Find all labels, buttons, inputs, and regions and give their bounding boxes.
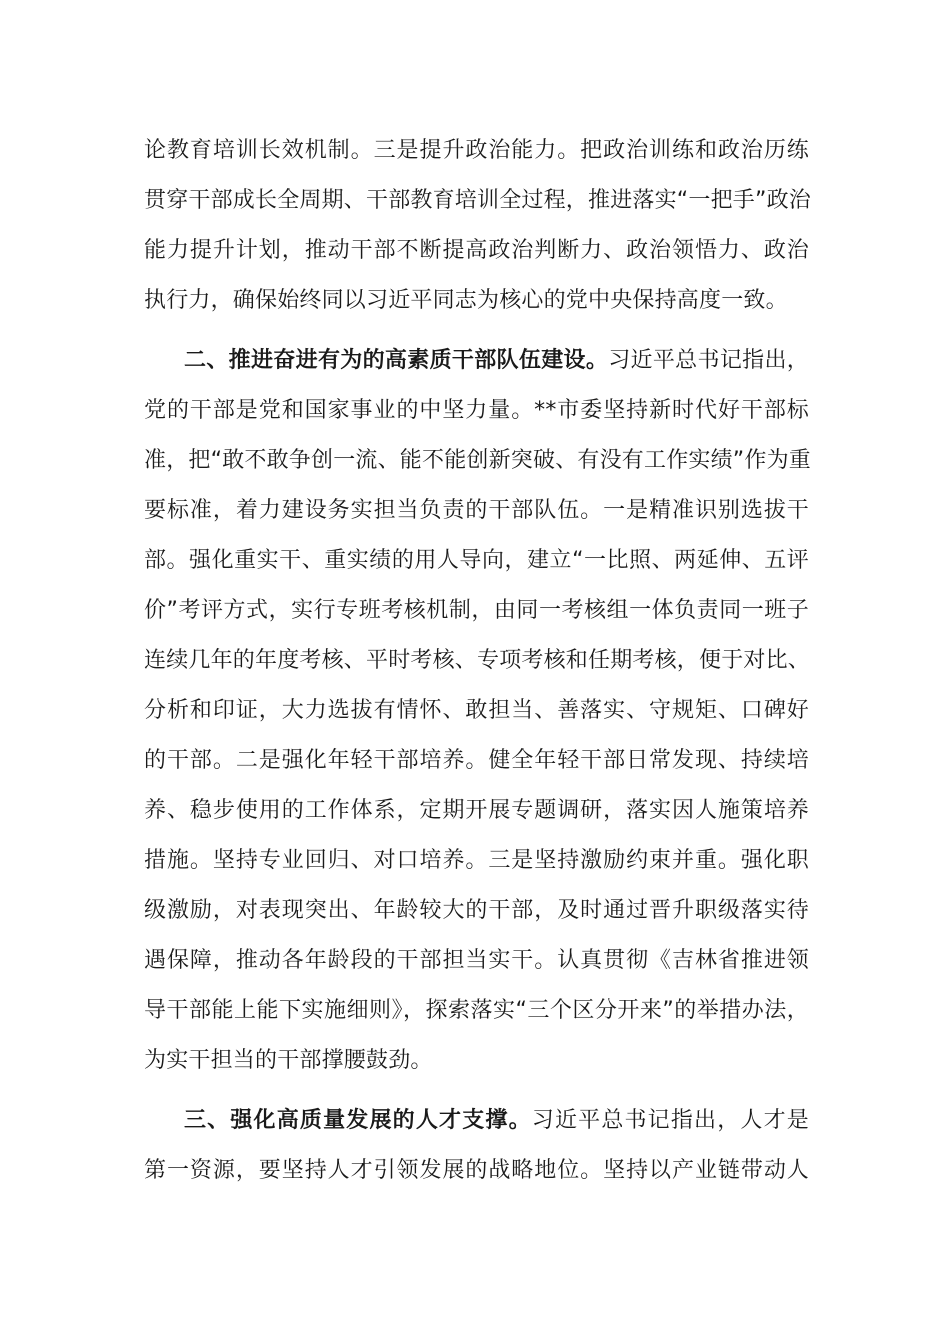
text-line: 执行力，确保始终同以习近平同志为核心的党中央保持高度一致。 <box>144 288 788 313</box>
text-line: 能力提升计划，推动干部不断提高政治判断力、政治领悟力、政治 <box>144 238 809 263</box>
heading-line-text: 习近平总书记指出， <box>608 348 809 373</box>
section-heading: 三、强化高质量发展的人才支撑。 <box>184 1108 532 1133</box>
paragraph-first-line <box>144 336 809 386</box>
text-line: 措施。坚持专业回归、对口培养。三是坚持激励约束并重。强化职 <box>144 848 809 873</box>
text-line: 准，把“敢不敢争创一流、能不能创新突破、有没有工作实绩”作为重 <box>144 448 811 473</box>
text-line: 遇保障，推动各年龄段的干部担当实干。认真贯彻《吉林省推进领 <box>144 948 809 973</box>
text-line: 连续几年的年度考核、平时考核、专项考核和任期考核，便于对比、 <box>144 648 811 673</box>
paragraph-2 <box>144 336 809 1086</box>
text-line: 分析和印证，大力选拔有情怀、敢担当、善落实、守规矩、口碑好 <box>144 698 809 723</box>
text-line: 部。强化重实干、重实绩的用人导向，建立“一比照、两延伸、五评 <box>144 548 809 573</box>
text-line: 的干部。二是强化年轻干部培养。健全年轻干部日常发现、持续培 <box>144 748 809 773</box>
text-line: 导干部能上能下实施细则》，探索落实“三个区分开来”的举措办法， <box>144 998 809 1023</box>
text-line: 要标准，着力建设务实担当负责的干部队伍。一是精准识别选拔干 <box>144 498 809 523</box>
paragraph-1 <box>144 126 809 326</box>
text-line: 党的干部是党和国家事业的中坚力量。**市委坚持新时代好干部标 <box>144 398 809 423</box>
text-line: 养、稳步使用的工作体系，定期开展专题调研，落实因人施策培养 <box>144 798 809 823</box>
text-line: 为实干担当的干部撑腰鼓劲。 <box>144 1048 433 1073</box>
paragraph-3 <box>144 1096 809 1196</box>
text-line: 论教育培训长效机制。三是提升政治能力。把政治训练和政治历练 <box>144 138 809 163</box>
paragraph-first-line <box>144 1096 809 1146</box>
heading-line-text: 习近平总书记指出，人才是 <box>531 1108 809 1133</box>
text-line: 贯穿干部成长全周期、干部教育培训全过程，推进落实“一把手”政治 <box>144 188 811 213</box>
text-line: 第一资源，要坚持人才引领发展的战略地位。坚持以产业链带动人 <box>144 1158 809 1183</box>
section-heading: 二、推进奋进有为的高素质干部队伍建设。 <box>184 348 609 373</box>
text-line: 价”考评方式，实行专班考核机制，由同一考核组一体负责同一班子 <box>144 598 809 623</box>
text-line: 级激励，对表现突出、年龄较大的干部，及时通过晋升职级落实待 <box>144 898 809 923</box>
